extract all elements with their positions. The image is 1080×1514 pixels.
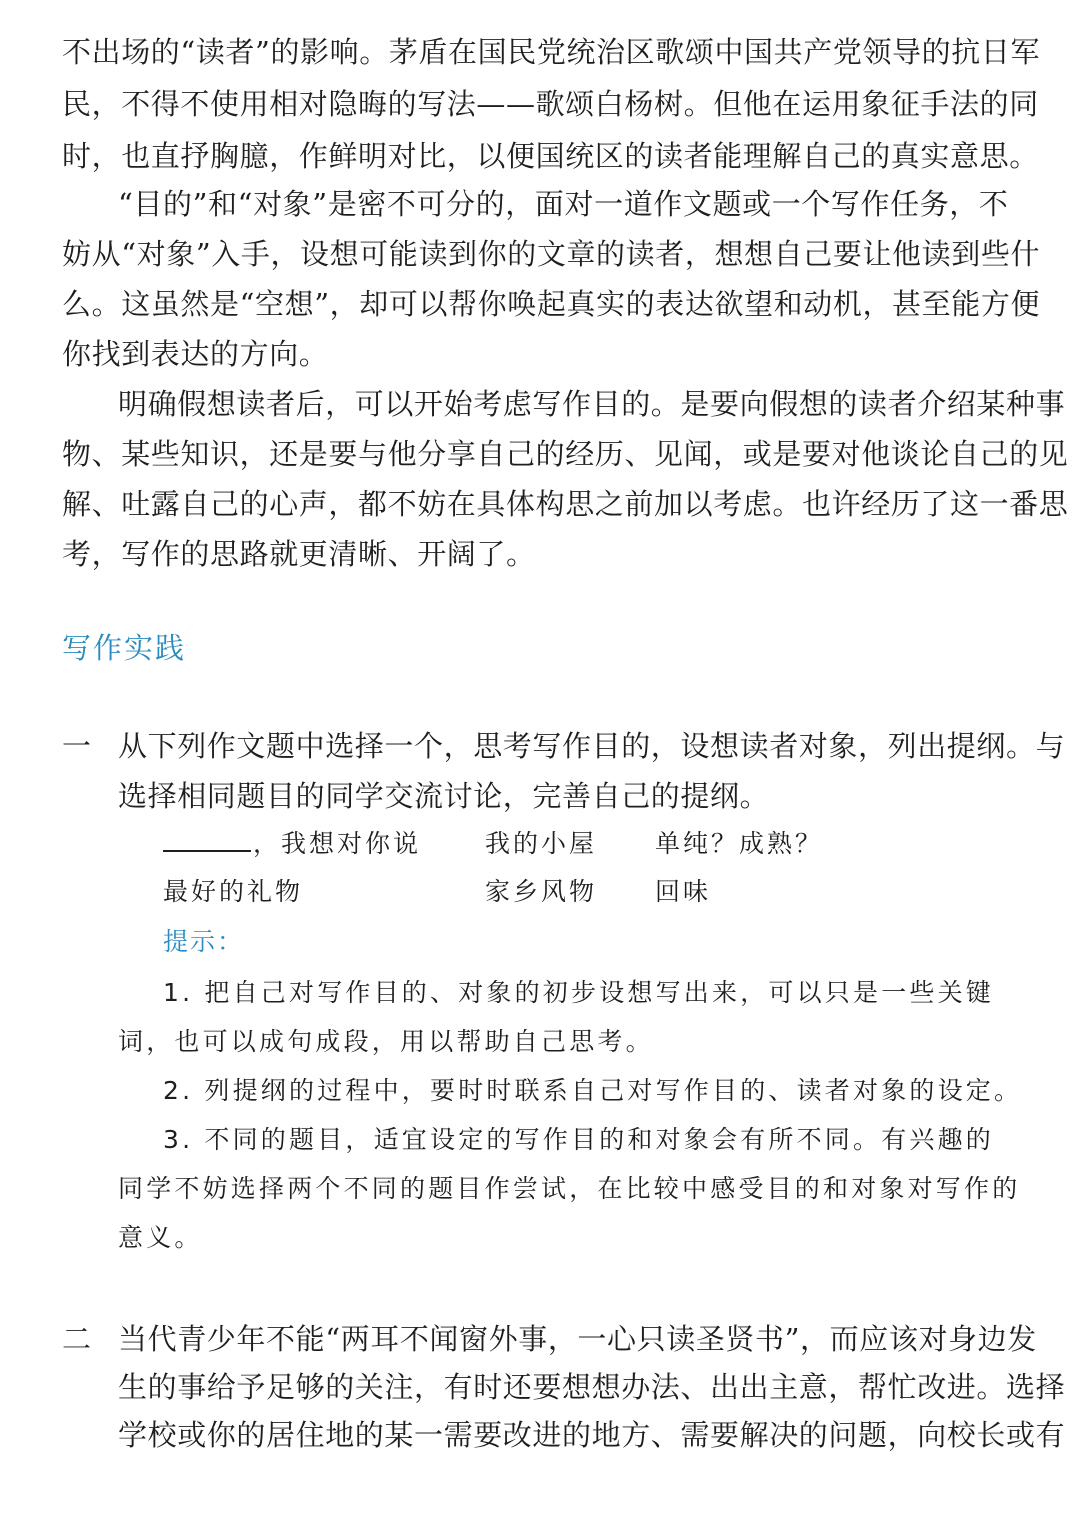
fill-blank: [163, 826, 251, 852]
body-text-line: 物、某些知识，还是要与他分享自己的经历、见闻，或是要对他谈论自己的见: [62, 437, 1069, 471]
body-text-line: 考，写作的思路就更清晰、开阔了。: [62, 537, 536, 571]
exercise-text-line: 从下列作文题中选择一个，思考写作目的，设想读者对象，列出提纲。与: [118, 729, 1066, 763]
topic-option: [163, 820, 421, 868]
topic-label: ，我想对你说: [253, 829, 422, 858]
section-title: 写作实践: [62, 631, 187, 665]
body-text-line: 不出场的“读者”的影响。茅盾在国民党统治区歌颂中国共产党领导的抗日军: [62, 35, 1041, 69]
topic-option: 家乡风物: [485, 877, 598, 906]
exercise-text-line: 选择相同题目的同学交流讨论，完善自己的提纲。: [118, 779, 770, 813]
exercise-text-line: 生的事给予足够的关注，有时还要想想办法、出出主意，帮忙改进。选择: [118, 1370, 1066, 1404]
body-text-line: 么。这虽然是“空想”，却可以帮你唤起真实的表达欲望和动机，甚至能方便: [62, 287, 1041, 321]
hint-title: 提示：: [163, 927, 245, 956]
hint-line: 同学不妨选择两个不同的题目作尝试，在比较中感受目的和对象对写作的: [118, 1174, 1021, 1203]
exercise-text-line: 学校或你的居住地的某一需要改进的地方、需要解决的问题，向校长或有: [118, 1418, 1066, 1452]
exercise-number: 一: [62, 729, 92, 763]
topic-option: 回味: [655, 877, 712, 906]
hint-line: 1. 把自己对写作目的、对象的初步设想写出来，可以只是一些关键: [163, 978, 995, 1007]
body-text-line: “目的”和“对象”是密不可分的，面对一道作文题或一个写作任务，不: [118, 187, 1009, 221]
body-text-line: 时，也直抒胸臆，作鲜明对比，以便国统区的读者能理解自己的真实意思。: [62, 139, 1039, 173]
hint-line: 2. 列提纲的过程中，要时时联系自己对写作目的、读者对象的设定。: [163, 1076, 1023, 1105]
body-text-line: 妨从“对象”入手，设想可能读到你的文章的读者，想想自己要让他读到些什: [62, 237, 1041, 271]
topic-option: 最好的礼物: [163, 877, 304, 906]
hint-line: 词，也可以成句成段，用以帮助自己思考。: [118, 1027, 654, 1056]
body-text-line: 民，不得不使用相对隐晦的写法——歌颂白杨树。但他在运用象征手法的同: [62, 87, 1039, 121]
hint-line: 3. 不同的题目，适宜设定的写作目的和对象会有所不同。有兴趣的: [163, 1125, 995, 1154]
hint-line: 意义。: [118, 1223, 203, 1252]
body-text-line: 解、吐露自己的心声，都不妨在具体构思之前加以考虑。也许经历了这一番思: [62, 487, 1069, 521]
exercise-text-line: 当代青少年不能“两耳不闻窗外事，一心只读圣贤书”，而应该对身边发: [118, 1322, 1037, 1356]
topic-option: 单纯？成熟？: [655, 829, 824, 858]
topic-option: 我的小屋: [485, 829, 598, 858]
exercise-number: 二: [62, 1322, 92, 1356]
body-text-line: 你找到表达的方向。: [62, 337, 329, 371]
body-text-line: 明确假想读者后，可以开始考虑写作目的。是要向假想的读者介绍某种事: [118, 387, 1066, 421]
